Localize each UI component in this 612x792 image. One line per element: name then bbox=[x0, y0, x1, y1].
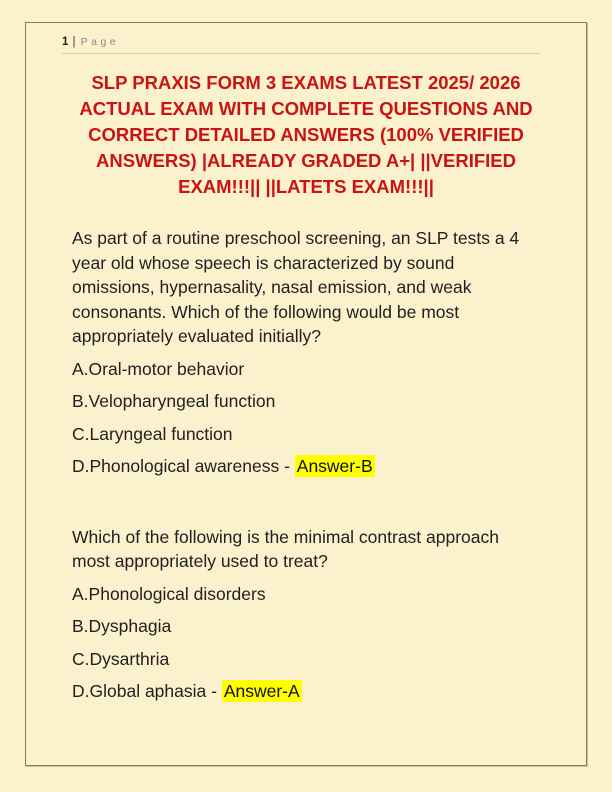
document-body bbox=[72, 226, 527, 712]
option-text: D.Phonological awareness - bbox=[72, 456, 295, 476]
answer-highlight: Answer-B bbox=[296, 456, 373, 476]
option-line: B.Velopharyngeal function bbox=[72, 391, 276, 411]
question-prompt: Which of the following is the minimal contrast approach most appropriately used to treat? bbox=[72, 526, 500, 571]
header-separator: | bbox=[72, 36, 76, 48]
option-line: B.Dysphagia bbox=[72, 616, 172, 636]
option-line bbox=[72, 679, 527, 704]
blank-line bbox=[72, 487, 527, 525]
question-block-2 bbox=[72, 525, 527, 704]
exam-title: SLP PRAXIS FORM 3 EXAMS LATEST 2025/ 2026 ACTUAL EXAM WITH COMPLETE QUESTIONS AND CORRECT DETAILED ANSWERS (100% VERIFIED ANSWERS) |ALREADY GRADED A+| ||VERIFIED EXAM!!!|| ||LATETS EXAM!!!|| bbox=[79, 72, 533, 197]
option-line: C.Laryngeal function bbox=[72, 423, 233, 444]
question-block-1 bbox=[72, 226, 527, 479]
option-line: C.Dysarthria bbox=[72, 648, 170, 669]
page-number: 1 bbox=[62, 36, 69, 48]
answer-highlight: Answer-A bbox=[223, 681, 300, 701]
option-line: A.Oral-motor behavior bbox=[72, 358, 245, 379]
option-line: A.Phonological disorders bbox=[72, 583, 266, 604]
option-line bbox=[72, 454, 527, 479]
page-label: Page bbox=[80, 36, 120, 48]
question-prompt: As part of a routine preschool screening, an SLP tests a 4 year old whose speech is characterized by sound omissions, hypernasality, nasal emission, and weak consonants. Which of the following would be most appropriately evaluated initially? bbox=[72, 228, 520, 346]
option-text: D.Global aphasia - bbox=[72, 681, 222, 701]
page-header bbox=[62, 36, 540, 54]
